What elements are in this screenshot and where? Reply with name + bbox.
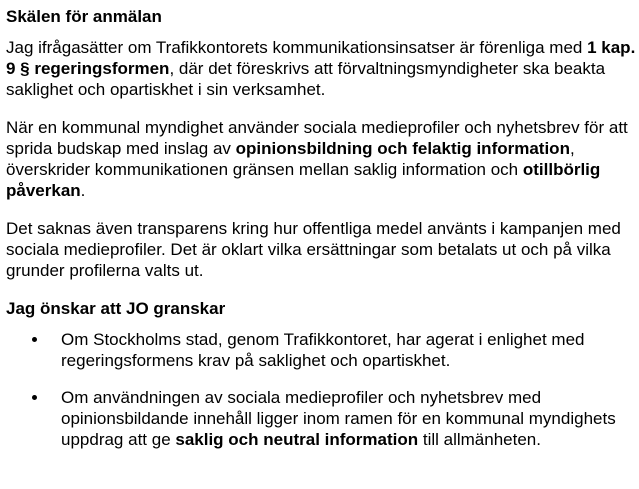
paragraph-text: Jag ifrågasätter om Trafikkontorets kommunikationsinsatser är förenliga med <box>6 38 588 57</box>
section-heading-reasons: Skälen för anmälan <box>6 7 162 26</box>
paragraph-text: När en kommunal myndighet använder sociala medieprofiler och nyhetsbrev för att sprida budskap med inslag av <box>6 118 628 158</box>
paragraph-text: . <box>80 181 86 200</box>
list-item-text: Om användningen av sociala medieprofiler och nyhetsbrev med opinionsbildande innehåll ligger inom ramen för en kommunal myndighets uppdrag att ge <box>61 388 616 449</box>
list-item-text: till allmänheten. <box>418 430 541 449</box>
bold-phrase: saklig och neutral information <box>175 430 419 449</box>
paragraph-transparency: Det saknas även transparens kring hur offentliga medel använts i kampanjen med sociala medieprofiler. Det är oklart vilka ersättningar som betalats ut och på vilka grunder profilerna valts ut. <box>6 219 621 280</box>
paragraph-regeringsformen <box>6 37 636 100</box>
bold-phrase: opinionsbildning och felaktig information <box>235 139 570 158</box>
paragraph-text: , där det föreskrivs att förvaltningsmyndigheter ska beakta saklighet och opartiskhet i sin verksamhet. <box>6 59 606 99</box>
list-item <box>6 387 636 450</box>
section-heading-requests: Jag önskar att JO granskar <box>6 299 226 318</box>
request-list <box>6 329 636 450</box>
bullet-icon <box>32 337 37 342</box>
list-item-text: Om Stockholms stad, genom Trafikkontoret, har agerat i enlighet med regeringsformens krav på saklighet och opartiskhet. <box>61 330 585 370</box>
paragraph-text: , överskrider kommunikationen gränsen mellan saklig information och <box>6 139 575 179</box>
bold-phrase: otillbörlig påverkan <box>6 160 601 200</box>
bullet-icon <box>32 395 37 400</box>
paragraph-social-media <box>6 117 636 201</box>
bold-phrase: 1 kap. 9 § regeringsformen <box>6 38 636 78</box>
document-body <box>6 6 636 450</box>
list-item <box>6 329 636 371</box>
